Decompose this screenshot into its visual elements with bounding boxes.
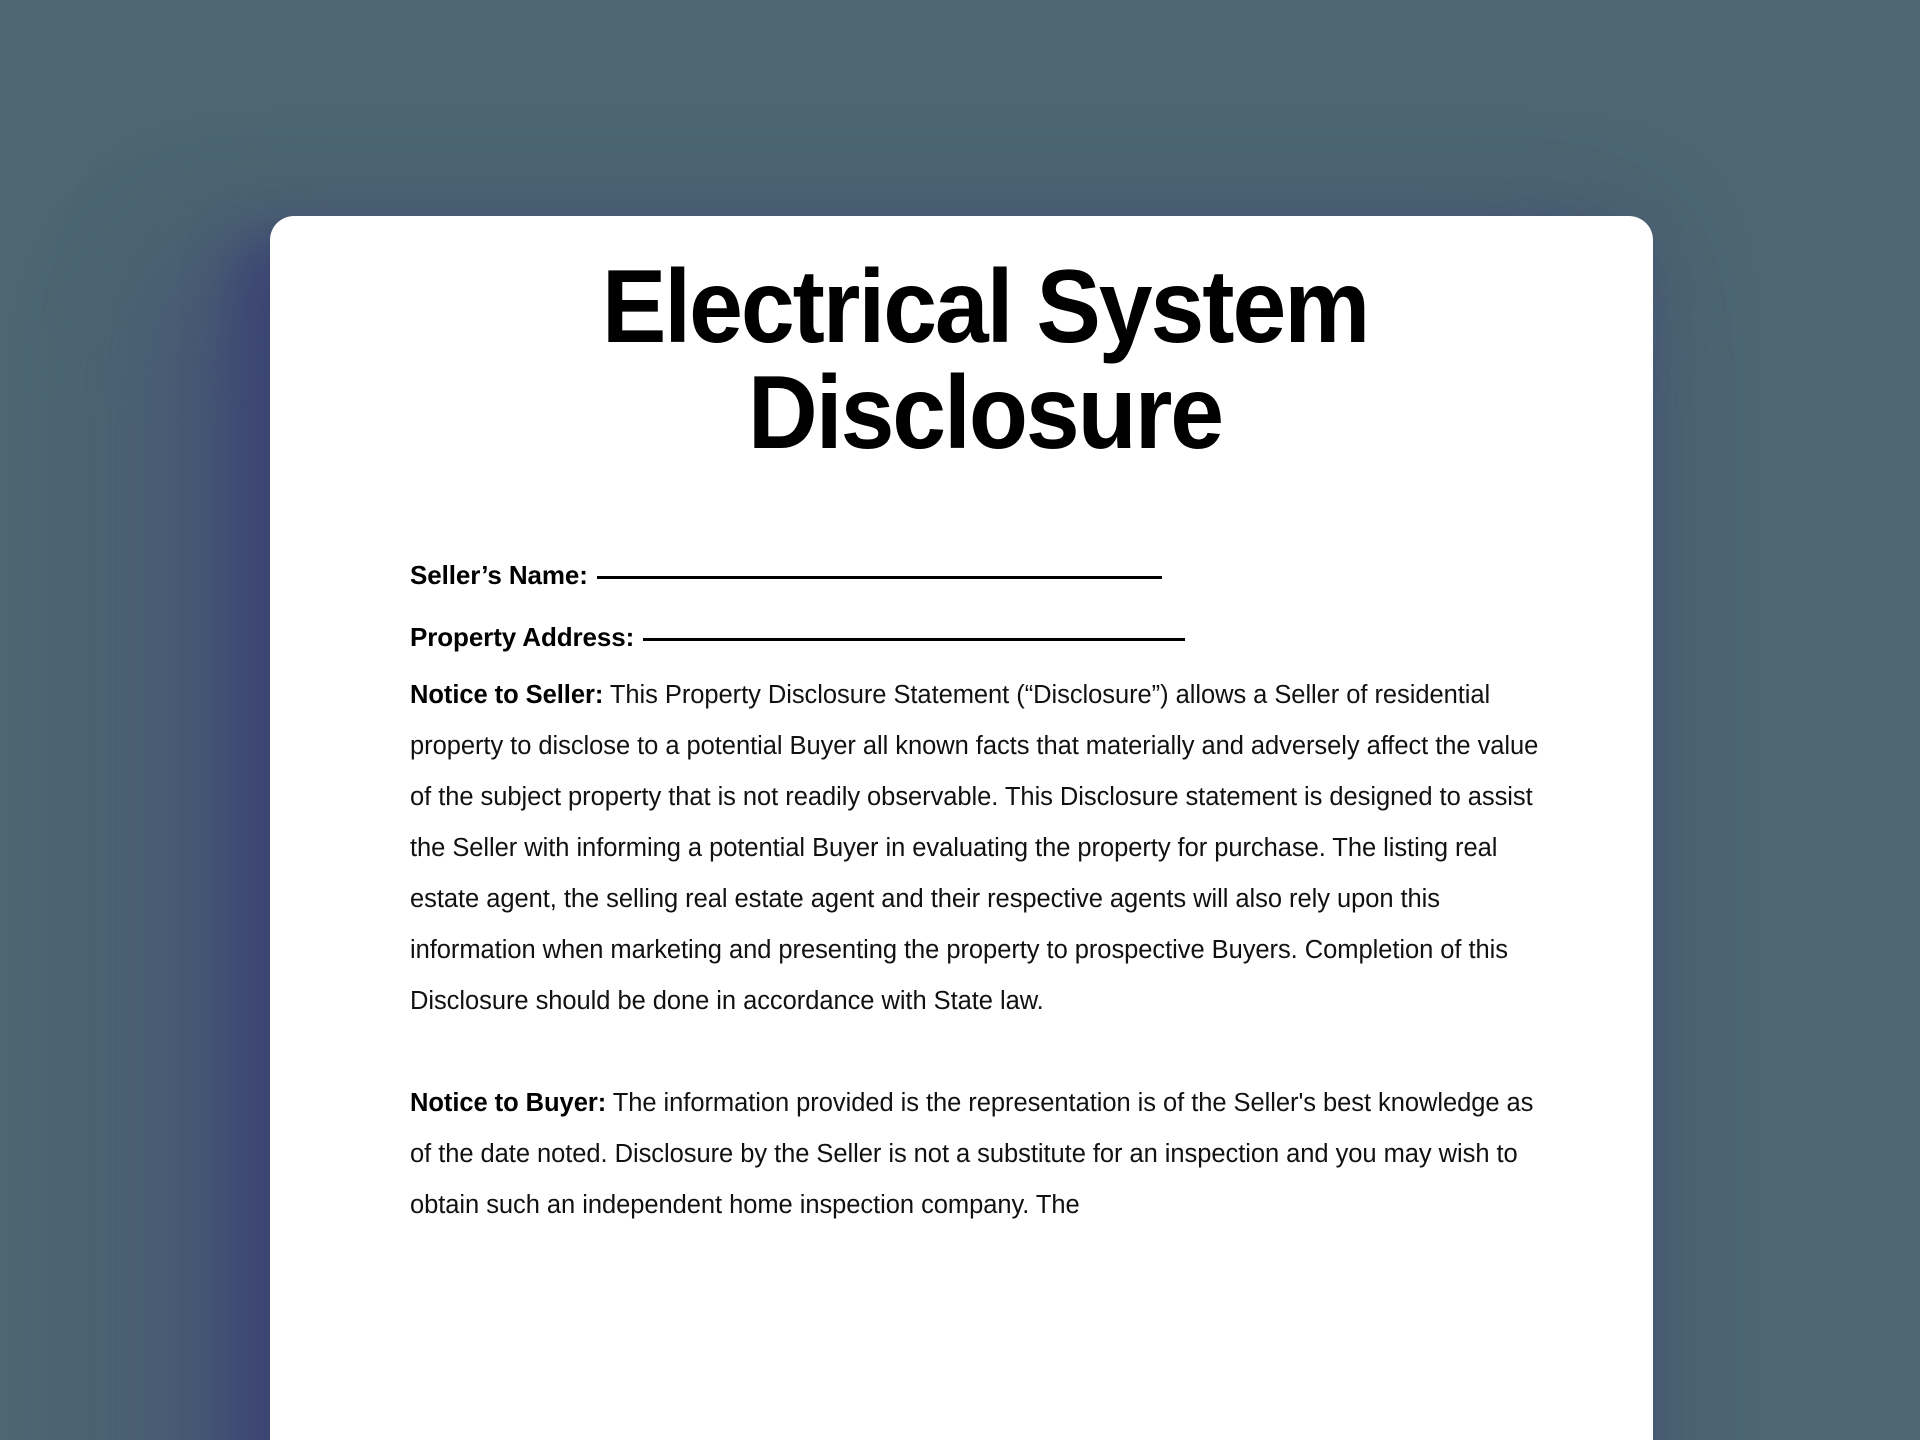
field-row-property-address — [410, 606, 1560, 668]
form-fields — [410, 544, 1560, 668]
sellers-name-label: Seller’s Name: — [410, 560, 588, 591]
property-address-input[interactable] — [643, 638, 1185, 641]
document-body — [270, 216, 1653, 1231]
disclosure-text — [410, 670, 1560, 1231]
paragraph-notice-to-buyer — [410, 1078, 1560, 1231]
notice-to-seller-text: This Property Disclosure Statement (“Disclosure”) allows a Seller of residential property to disclose to a potential Buyer all known facts that materially and adversely affect the value of the subject property that is not readily observable. This Disclosure statement is designed to assist the Seller with informing a potential Buyer in evaluating the property for purchase. The listing real estate agent, the selling real estate agent and their respective agents will also rely upon this information when marketing and presenting the property to prospective Buyers. Completion of this Disclosure should be done in accordance with State law. — [410, 681, 1539, 1016]
notice-to-seller-lead: Notice to Seller: — [410, 681, 604, 710]
property-address-label: Property Address: — [410, 622, 635, 653]
page-title: Electrical System Disclosure — [601, 249, 1369, 472]
notice-to-buyer-text: The information provided is the representation is of the Seller's best knowledge as of the date noted. Disclosure by the Seller is not a substitute for an inspection and you may wish to obtain such an independent home inspection company. The — [410, 1089, 1534, 1220]
sellers-name-input[interactable] — [597, 576, 1162, 579]
document-card — [270, 216, 1653, 1440]
paragraph-notice-to-seller — [410, 670, 1560, 1027]
notice-to-buyer-lead: Notice to Buyer: — [410, 1089, 607, 1118]
field-row-sellers-name — [410, 544, 1560, 606]
